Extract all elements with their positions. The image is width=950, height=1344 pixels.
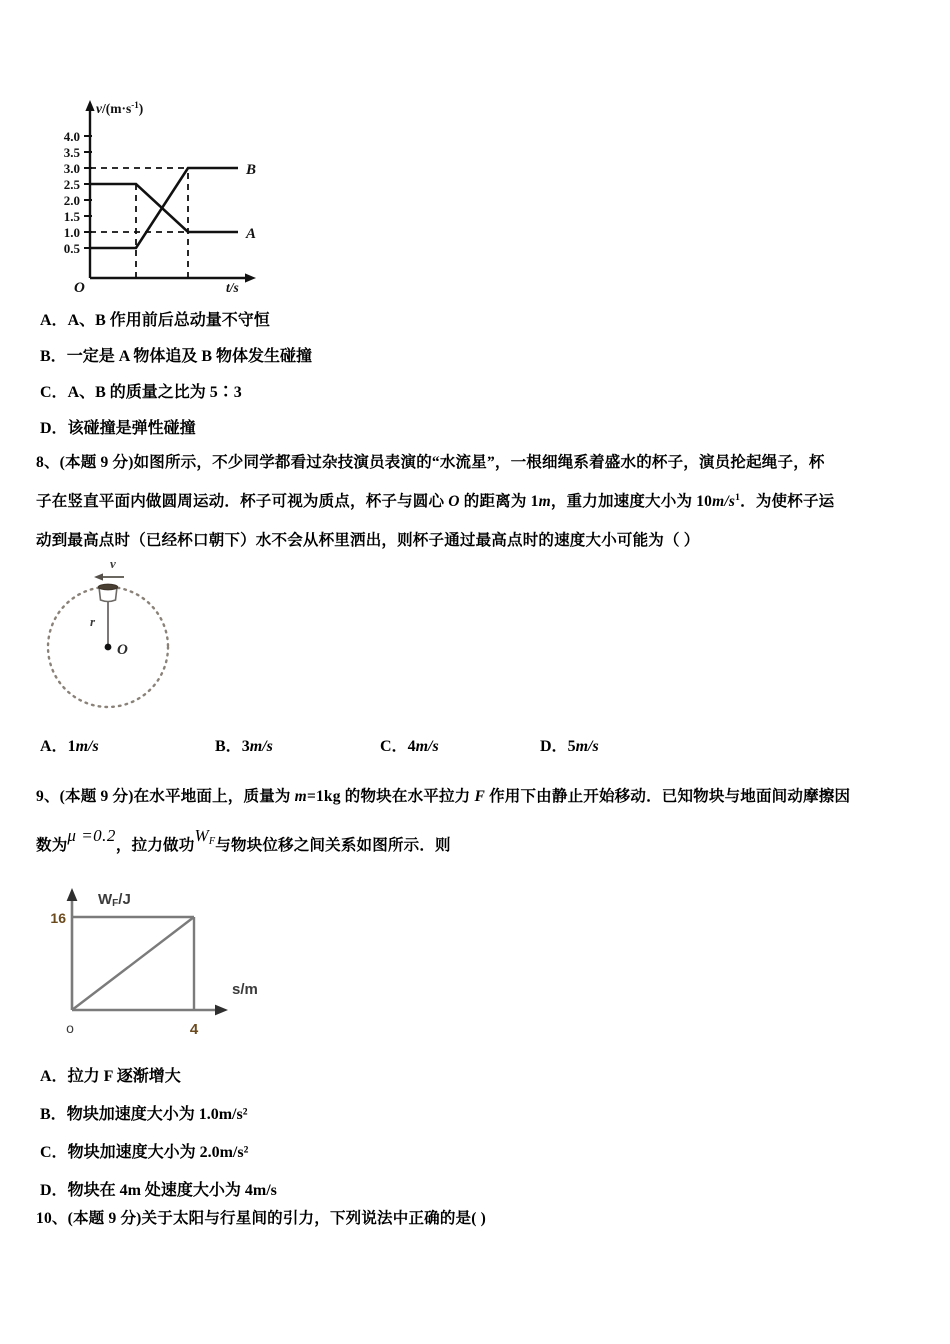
svg-text:1.0: 1.0 <box>63 225 80 240</box>
svg-text:t/s: t/s <box>226 280 239 292</box>
work-symbol-base: W <box>194 826 209 845</box>
q9-line-1 <box>36 777 850 816</box>
q9-option-c[interactable] <box>40 1143 248 1163</box>
q9-option-b-label: B． <box>40 1106 67 1123</box>
q8-line-2 <box>36 482 834 521</box>
q10-text: 关于太阳与行星间的引力，下列说法中正确的是( ) <box>141 1210 487 1227</box>
q9-force-symbol: F <box>474 788 485 805</box>
q8-option-a[interactable] <box>40 737 99 757</box>
q9-line-2-part-b: ，拉力做功 <box>115 837 195 854</box>
q7-option-b-label: B． <box>40 348 67 365</box>
q8-line-2-part-b: 的距离为 1 <box>459 493 539 510</box>
svg-text:v/(m·s-1): $v/(m\cdot s^{-1})$ <box>96 100 144 116</box>
q8-marks: (本题 9 分) <box>59 454 134 471</box>
q7-option-c-text: A、B 的质量之比为 5∶3 <box>67 384 242 401</box>
q7-option-b[interactable] <box>40 347 312 367</box>
q8-unit-exponent: 1 <box>735 491 741 503</box>
q10-marks: (本题 9 分) <box>67 1210 142 1227</box>
q8-option-b-value: 3 <box>241 738 250 755</box>
svg-text:r: r <box>90 614 96 629</box>
q8-option-d-unit: m/s <box>575 738 599 755</box>
work-symbol-subscript: F <box>208 836 216 847</box>
q9-option-b-text: 物块加速度大小为 1.0m/s² <box>66 1106 248 1123</box>
q8-option-a-value: 1 <box>67 738 76 755</box>
q9-option-c-label: C． <box>40 1144 68 1161</box>
svg-text:0.5: 0.5 <box>63 241 80 256</box>
q8-option-d[interactable] <box>540 737 599 757</box>
q7-option-d-label: D． <box>40 420 68 437</box>
svg-text:O: O <box>117 642 128 658</box>
q8-unit-ms: m/s <box>712 493 736 510</box>
water-star-figure <box>32 552 252 722</box>
q9-line-2-part-c: 与物块位移之间关系如图所示．则 <box>215 837 451 854</box>
svg-text:2.0: 2.0 <box>63 193 80 208</box>
q9-marks: (本题 9 分) <box>59 788 134 805</box>
q9-line-1-part-b: =1kg 的物块在水平拉力 <box>306 788 475 805</box>
q9-option-d-text: 物块在 4m 处速度大小为 4m/s <box>67 1182 277 1199</box>
q9-option-b[interactable] <box>40 1105 248 1125</box>
q7-option-d[interactable] <box>40 419 196 439</box>
q7-option-c-label: C． <box>40 384 68 401</box>
water-star-svg <box>32 552 252 722</box>
svg-text:v: v <box>110 556 116 571</box>
q7-option-a-text: A、B 作用前后总动量不守恒 <box>67 312 270 329</box>
work-displacement-figure <box>36 882 316 1042</box>
q8-center-symbol: O <box>448 493 460 510</box>
q7-option-a-label: A． <box>40 312 68 329</box>
svg-text:O: O <box>74 280 85 292</box>
q9-option-d-label: D． <box>40 1182 68 1199</box>
q9-option-a[interactable] <box>40 1067 181 1087</box>
q8-line-3-text: 动到最高点时（已经杯口朝下）水不会从杯里洒出，则杯子通过最高点时的速度大小可能为（ ） <box>36 532 700 549</box>
q9-mass-symbol: m <box>294 788 307 805</box>
work-displacement-svg <box>36 882 316 1042</box>
q8-option-c-label: C． <box>380 738 408 755</box>
svg-text:3.0: 3.0 <box>63 161 80 176</box>
q8-option-a-label: A． <box>40 738 68 755</box>
q7-option-b-text: 一定是 A 物体追及 B 物体发生碰撞 <box>66 348 313 365</box>
q9-line-2 <box>36 825 451 867</box>
q8-option-b-unit: m/s <box>249 738 273 755</box>
svg-text:4.0: 4.0 <box>63 129 80 144</box>
svg-text:WF/J: WF/J <box>98 891 131 909</box>
svg-text:3.5: 3.5 <box>63 145 80 160</box>
q8-unit-meter: m <box>538 493 551 510</box>
q8-option-d-value: 5 <box>567 738 576 755</box>
q9-number: 9、 <box>36 788 60 805</box>
q8-option-c-value: 4 <box>407 738 416 755</box>
q9-line-1-part-a: 在水平地面上，质量为 <box>133 788 295 805</box>
svg-text:A: A <box>246 226 257 242</box>
q9-option-d[interactable] <box>40 1181 277 1201</box>
svg-text:s/m: s/m <box>232 981 258 998</box>
velocity-time-graph-svg <box>40 92 300 292</box>
svg-text:2.5: 2.5 <box>63 177 80 192</box>
q8-option-c[interactable] <box>380 737 439 757</box>
svg-text:o: o <box>66 1020 74 1036</box>
q8-number: 8、 <box>36 454 60 471</box>
q7-option-c[interactable] <box>40 383 242 403</box>
q8-option-a-unit: m/s <box>75 738 99 755</box>
q8-option-d-label: D． <box>540 738 568 755</box>
work-symbol-equation <box>194 826 215 845</box>
svg-text:16: 16 <box>50 910 66 926</box>
q7-option-d-text: 该碰撞是弹性碰撞 <box>67 420 196 437</box>
q10-number: 10、 <box>36 1210 68 1227</box>
q9-option-a-text: 拉力 F 逐渐增大 <box>67 1068 181 1085</box>
q8-line-1 <box>36 443 825 482</box>
q8-option-c-unit: m/s <box>415 738 439 755</box>
velocity-time-graph-figure <box>40 92 300 292</box>
q9-line-1-part-c: 作用下由静止开始移动．已知物块与地面间动摩擦因 <box>485 788 851 805</box>
q8-line-2-part-a: 子在竖直平面内做圆周运动．杯子可视为质点，杯子与圆心 <box>36 493 449 510</box>
q8-line-2-part-c: ，重力加速度大小为 10 <box>550 493 713 510</box>
q8-option-b[interactable] <box>215 737 273 757</box>
q8-line-2-part-d: ．为使杯子运 <box>740 493 835 510</box>
q9-option-a-label: A． <box>40 1068 68 1085</box>
svg-text:1.5: 1.5 <box>63 209 80 224</box>
q9-option-c-text: 物块加速度大小为 2.0m/s² <box>67 1144 249 1161</box>
q8-option-b-label: B． <box>215 738 242 755</box>
q7-option-a[interactable] <box>40 311 270 331</box>
svg-text:B: B <box>246 162 257 178</box>
q10-line-1 <box>36 1199 486 1238</box>
q8-line-1-text: 如图所示，不少同学都看过杂技演员表演的“水流星”，一根细绳系着盛水的杯子，演员抡起绳子，杯 <box>133 454 825 471</box>
svg-text:4: 4 <box>189 1021 199 1038</box>
friction-coefficient-equation: μ =0.2 <box>67 826 116 845</box>
q9-line-2-part-a: 数为 <box>36 837 68 854</box>
